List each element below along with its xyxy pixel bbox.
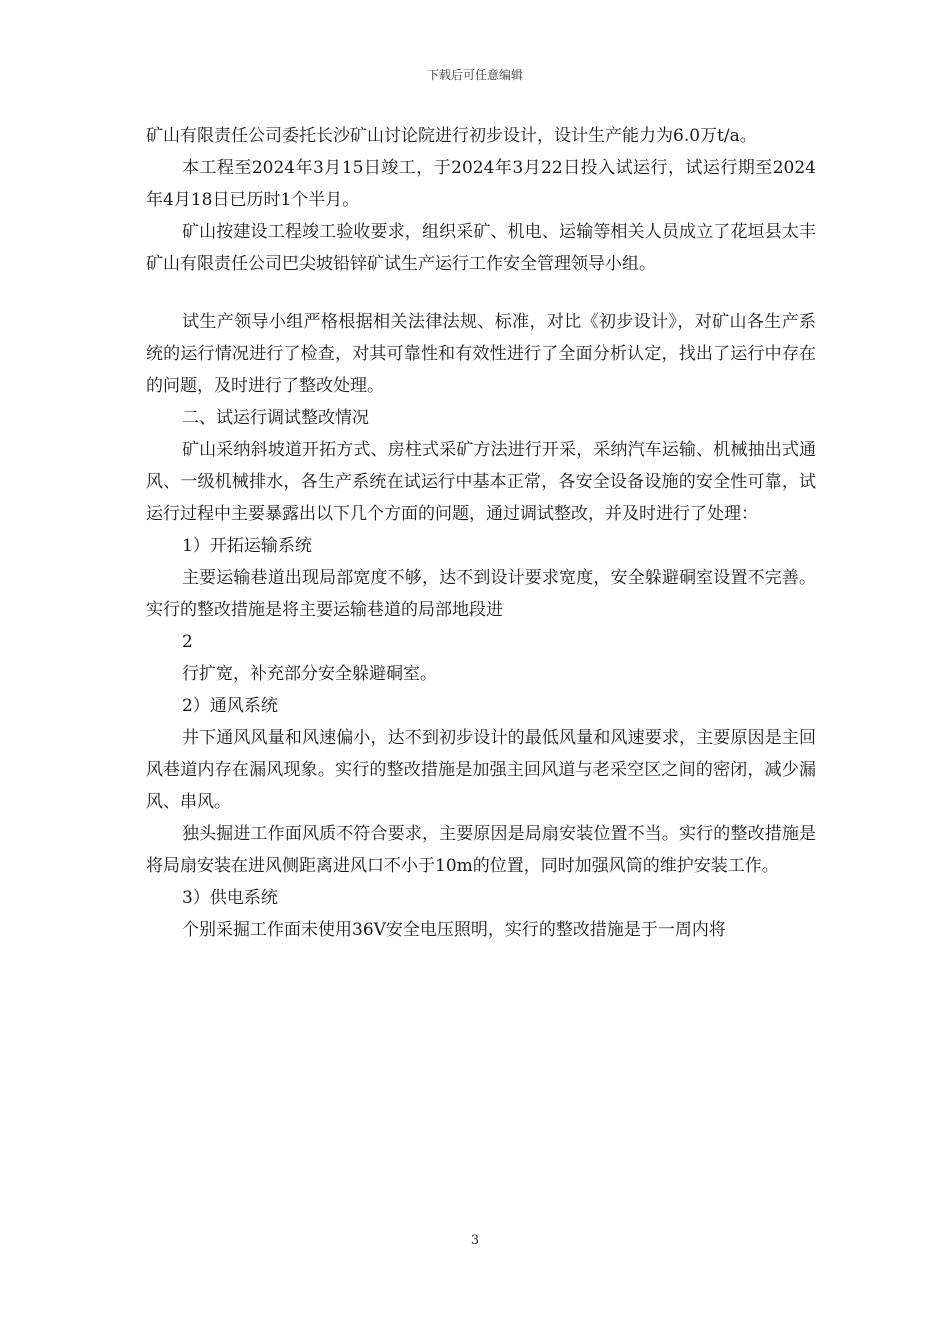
- page-header: 下载后可任意编辑: [426, 68, 523, 82]
- paragraph-transport-cont: 行扩宽，补充部分安全躲避硐室。: [182, 664, 437, 684]
- paragraph-transport: 主要运输巷道出现局部宽度不够，达不到设计要求宽度，安全躲避硐室设置不完善。实行的整改措施是将主要运输巷道的局部地段进: [146, 568, 816, 620]
- inline-page-marker: 2: [182, 632, 193, 652]
- subheading-ventilation: 2）通风系统: [182, 696, 278, 716]
- blank-line: [146, 280, 816, 306]
- paragraph-inspection: 试生产领导小组严格根据相关法律法规、标准，对比《初步设计》，对矿山各生产系统的运行情况进行了检查，对其可靠性和有效性进行了全面分析认定，找出了运行中存在的问题，及时进行了整改处理。: [146, 312, 816, 396]
- subheading-power: 3）供电系统: [182, 888, 278, 908]
- subheading-transport: 1）开拓运输系统: [182, 536, 312, 556]
- paragraph-leadership-group: 矿山按建设工程竣工验收要求，组织采矿、机电、运输等相关人员成立了花垣县太丰矿山有限责任公司巴尖坡铅锌矿试生产运行工作安全管理领导小组。: [146, 222, 816, 274]
- document-body: [146, 120, 816, 946]
- paragraph-power: 个别采掘工作面未使用36V安全电压照明，实行的整改措施是于一周内将: [182, 920, 726, 940]
- paragraph-ventilation: 井下通风风量和风速偏小，达不到初步设计的最低风量和风速要求，主要原因是主回风巷道内存在漏风现象。实行的整改措施是加强主回风道与老采空区之间的密闭，减少漏风、串风。: [146, 728, 816, 812]
- section-heading: 二、试运行调试整改情况: [182, 408, 369, 428]
- paragraph-heading-face: 独头掘进工作面风质不符合要求，主要原因是局扇安装位置不当。实行的整改措施是将局扇安装在进风侧距离进风口不小于10m的位置，同时加强风筒的维护安装工作。: [146, 824, 816, 876]
- page-number: 3: [470, 1233, 480, 1248]
- paragraph-methods: 矿山采纳斜坡道开拓方式、房柱式采矿方法进行开采，采纳汽车运输、机械抽出式通风、一级机械排水，各生产系统在试运行中基本正常，各安全设备设施的安全性可靠，试运行过程中主要暴露出以下几个方面的问题，通过调试整改，并及时进行了处理：: [146, 440, 816, 524]
- paragraph-continuation: 矿山有限责任公司委托长沙矿山讨论院进行初步设计，设计生产能力为6.0万t/a。: [146, 126, 757, 146]
- paragraph-completion-date: 本工程至2024年3月15日竣工，于2024年3月22日投入试运行，试运行期至2024年4月18日已历时1个半月。: [146, 158, 816, 210]
